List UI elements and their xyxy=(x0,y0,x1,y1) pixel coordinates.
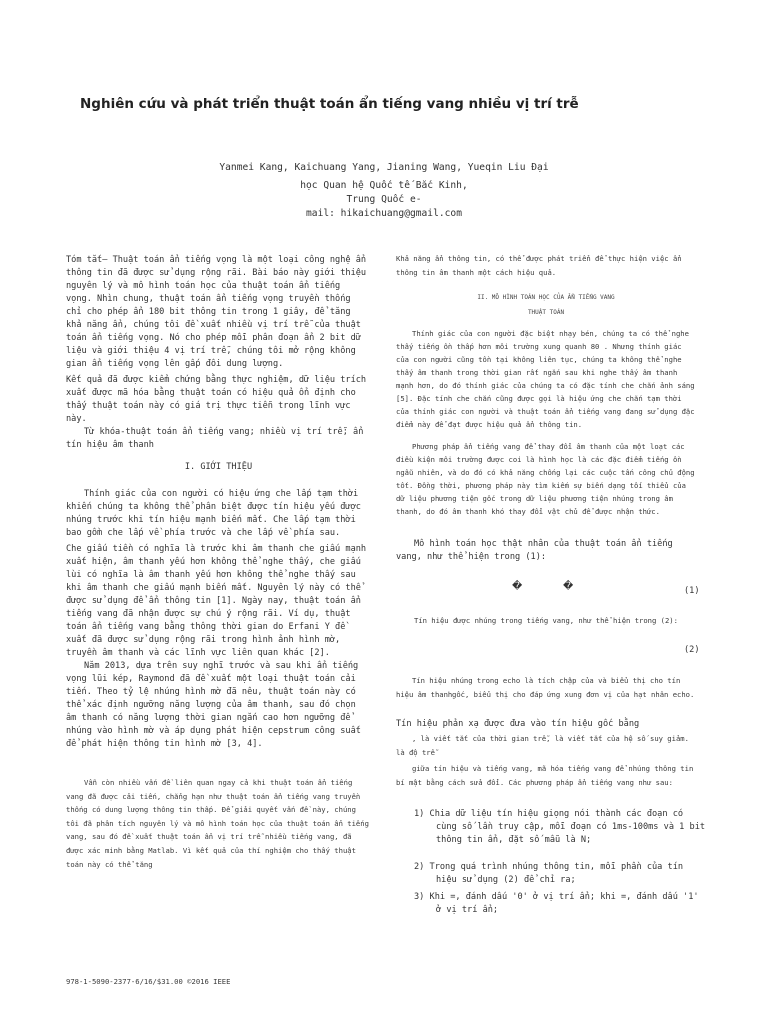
intro-paragraph-2: Che giấu tiền có nghĩa là trước khi âm thanh che giấu mạnh xuất hiện, âm thanh yếu hơn không thể nghe thấy, che giấu lùi có nghĩa là âm thanh yếu hơn không thể nghe thấy sau khi âm thanh che giấu mạnh biến mất. Nguyên lý này có thể được sử dụng để ẩn thông tin [1]. Ngày nay, thuật toán ẩn tiếng vang đã nhận được sự chú ý rộng rãi. Ví dụ, thuật toán ẩn tiếng vang bằng thông thời gian do Erfani Y đề xuất đã được sử dụng rộng rãi trong hình ảnh hình mờ, truyền âm thanh và các lĩnh vực liên quan khác [2]. xyxy=(66,544,367,658)
results-paragraph: Kết quả đã được kiểm chứng bằng thực nghiệm, dữ liệu trích xuất được mã hóa bằng thuật toán có hiệu quả ổn định cho thấy thuật toán này có giá trị thực tiễn trong lĩnh vực này. xyxy=(66,375,367,424)
list-item: 1) Chia dữ liệu tín hiệu giọng nói thành các đoạn có cùng số lần truy cập, mỗi đoạn có 1ms-100ms và 1 bit thông tin ẩn, đặt số mẫu là N; xyxy=(414,809,706,845)
embedded-signal-text: Tín hiệu được nhúng trong tiếng vang, như thể hiện trong (2): xyxy=(414,616,678,625)
hearing-paragraph: Thính giác của con người đặc biệt nhạy bén, chúng ta có thể nghe thấy tiếng ồn thấp hơn môi trường xung quanh 80 . Nhưng thính giác của con người cũng tồn tại không liên tục, chúng ta không thể nghe thấy âm thanh trong thời gian rất ngắn sau khi nghe thấy âm thanh mạnh hơn, do đó thính giác của chúng ta có đặc tính che chắn ảnh sáng [5]. Đặc tính che chắn cũng được gọi là hiệu ứng che chắn tạm thời của thính giác con người và thuật toán ẩn tiếng vang đang sử dụng đặc điểm này để đạt được hiệu quả ẩn thông tin. xyxy=(396,329,695,429)
model-paragraph: Mô hình toán học thật nhân của thuật toán ẩn tiếng vang, như thể hiện trong (1): xyxy=(396,539,673,562)
email-line: mail: hikaichuang@gmail.com xyxy=(306,208,462,219)
reflection-text-continued: , là viết tắt của thời gian trễ, là viết tắt của hệ số suy giảm. là độ trễ xyxy=(396,734,689,757)
equation-1-number: (1) xyxy=(684,586,700,596)
paper-title: Nghiên cứu và phát triển thuật toán ẩn tiếng vang nhiều vị trí trễ xyxy=(80,96,579,112)
keywords: Từ khóa-thuật toán ẩn tiếng vang; nhiều vị trí trễ; ẩn tín hiệu âm thanh xyxy=(66,427,364,450)
authors-line: Yanmei Kang, Kaichuang Yang, Jianing Wang, Yueqin Liu Đại xyxy=(219,162,549,173)
country-line: Trung Quốc e- xyxy=(346,194,422,205)
reflection-text: Tín hiệu phản xạ được đưa vào tín hiệu gốc bằng xyxy=(396,719,640,729)
section-heading-model: II. MÔ HÌNH TOÁN HỌC CỦA ẨN TIẾNG VANG xyxy=(477,294,615,301)
echo-signal-text-continued: gốc, biểu thị cho đáp ứng xung đơn vị của hạt nhân echo. xyxy=(452,690,695,699)
equation-1-symbol: � xyxy=(512,581,523,592)
intro-paragraph-4: Vẫn còn nhiều vấn đề liên quan ngay cả khi thuật toán ẩn tiếng vang đã được cải tiến, chẳng hạn như thuật toán ẩn tiếng vang truyền thống có dung lượng thông tin thấp. Để giải quyết vấn đề này, chúng tôi đã phân tích nguyên lý và mô hình toán học của thuật toán ẩn tiếng vang, sau đó đề xuất thuật toán ẩn vị trí trễ nhiều tiếng vang, đã được xác minh bằng Matlab. Vì kết quả của thí nghiệm cho thấy thuật toán này có thể tăng xyxy=(66,778,369,869)
intro-paragraph-1: Thính giác của con người có hiệu ứng che lấp tạm thời khiến chúng ta không thể phân biệt được tín hiệu yếu được nhúng trước khi tín hiệu mạnh biến mất. Che lấp tạm thời bao gồm che lấp về phía trước và che lấp về phía sau. xyxy=(66,489,361,538)
method-steps-list xyxy=(414,808,706,917)
intro-paragraph-3: Năm 2013, dựa trên suy nghĩ trước và sau khi ẩn tiếng vọng lũi kép, Raymond đã đề xuất một loại thuật toán cải tiến. Theo tỷ lệ nhúng hình mờ đã nêu, thuật toán này có thể xác định ngưỡng năng lượng của âm thanh, sau đó chọn âm thanh có năng lượng thời gian ngắn cao hơn ngưỡng để nhúng vào hình mờ và áp dụng phát hiện cepstrum công suất để phát hiện thông tin hình mờ [3, 4]. xyxy=(66,661,361,749)
echo-methods-text: giữa tín hiệu và tiếng vang, mã hóa tiếng vang để nhúng thông tin bí mật bằng cách sửa đổi. Các phương pháp ẩn tiếng vang như sau: xyxy=(396,764,694,787)
method-paragraph: Phương pháp ẩn tiếng vang để thay đổi âm thanh của một loạt các điều kiện môi trường được coi là hình học là các đặc điểm tiếng ồn ngẫu nhiên, và do đó có khả năng chống lại các cuộc tấn công chủ động tốt. Đồng thời, phương pháp này tìm kiếm sự biến dạng tối thiểu của dữ liệu phương tiện gốc trong dữ liệu phương tiện nhúng trong âm thanh, do đó âm thanh khó thay đổi vật chủ để được nhận thức. xyxy=(396,442,695,516)
echo-signal-text: Tín hiệu nhúng trong echo là tích chập của và biểu thị cho tín hiệu âm thanh xyxy=(396,676,681,699)
abstract: Tóm tắt— Thuật toán ẩn tiếng vọng là một loại công nghệ ẩn thông tin đã được sử dụng rộng rãi. Bài báo này giới thiệu nguyên lý và mô hình toán học của thuật toán ẩn tiếng vọng. Nhìn chung, thuật toán ẩn tiếng vọng truyền thống chỉ cho phép ẩn 180 bit thông tin trong 1 giây, để tăng khả năng ẩn, chúng tôi đề xuất nhiều vị trí trễ của thuật toán ẩn tiếng vọng. Nó cho phép mỗi phân đoạn ẩn 2 bit dữ liệu và giới thiệu 4 vị trí trễ, chúng tôi mở rộng không gian ẩn tiếng vọng lên gấp đôi dung lượng. xyxy=(66,255,367,369)
paragraph-continued: Khả năng ẩn thông tin, có thể được phát triển để thực hiện việc ẩn thông tin âm thanh một cách hiệu quả. xyxy=(396,254,682,277)
section-heading-model-sub: THUẬT TOÁN xyxy=(527,309,565,316)
equation-1-symbol: � xyxy=(563,581,574,592)
section-heading-introduction: I. GIỚI THIỆU xyxy=(184,462,253,472)
footer-copyright: 978-1-5090-2377-6/16/$31.00 ©2016 IEEE xyxy=(66,977,231,986)
equation-2-number: (2) xyxy=(684,645,700,655)
affiliation-line: học Quan hệ Quốc tế Bắc Kinh, xyxy=(300,180,468,191)
list-item: 2) Trong quá trình nhúng thông tin, mỗi phần của tín hiệu sử dụng (2) để chỉ ra; xyxy=(414,862,684,885)
list-item: 3) Khi =, đánh dấu '0' ở vị trí ẩn; khi =, đánh dấu '1' ở vị trí ẩn; xyxy=(414,892,699,915)
